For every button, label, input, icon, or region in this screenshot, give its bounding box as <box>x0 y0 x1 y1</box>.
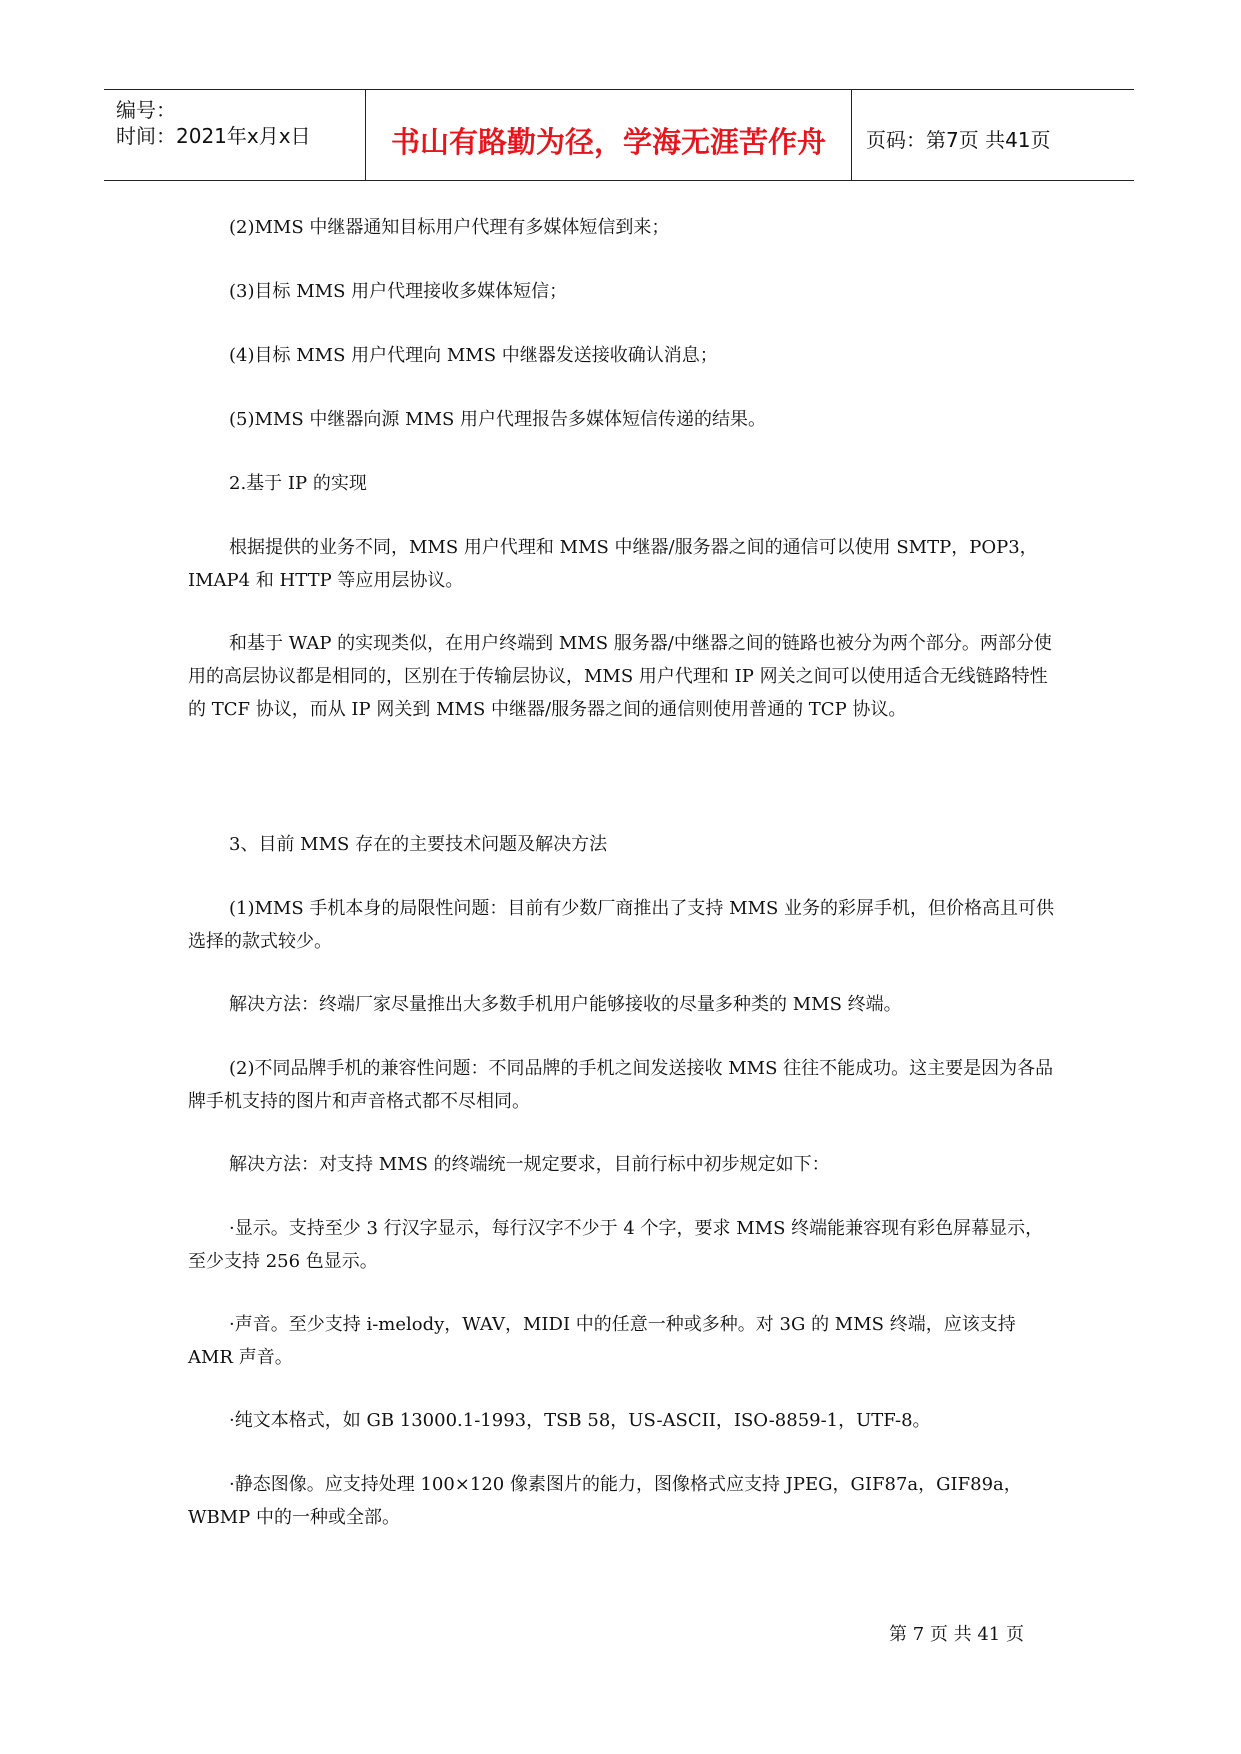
paragraph: (1)MMS 手机本身的局限性问题：目前有少数厂商推出了支持 MMS 业务的彩屏手机，但价格高且可供选择的款式较少。 <box>188 898 1055 952</box>
section-heading: 2.基于 IP 的实现 <box>229 473 367 494</box>
bullet-item: ·纯文本格式，如 GB 13000.1-1993，TSB 58，US-ASCII，ISO-8859-1，UTF-8。 <box>229 1410 931 1431</box>
document-number-label: 编号： <box>116 98 176 122</box>
paragraph: (2)MMS 中继器通知目标用户代理有多媒体短信到来； <box>229 217 670 238</box>
page-footer: 第 7 页 共 41 页 <box>889 1624 1024 1645</box>
header-motto: 书山有路勤为径，学海无涯苦作舟 <box>390 125 826 159</box>
paragraph: (3)目标 MMS 用户代理接收多媒体短信； <box>229 281 568 302</box>
section-heading: 3、目前 MMS 存在的主要技术问题及解决方法 <box>229 834 608 855</box>
header-page-number: 页码：第7页 共41页 <box>866 128 1051 152</box>
paragraph: 根据提供的业务不同，MMS 用户代理和 MMS 中继器/服务器之间的通信可以使用 SMTP，POP3，IMAP4 和 HTTP 等应用层协议。 <box>188 537 1038 591</box>
document-time-label: 时间：2021年x月x日 <box>116 124 311 148</box>
paragraph: 解决方法：终端厂家尽量推出大多数手机用户能够接收的尽量多种类的 MMS 终端。 <box>229 994 902 1015</box>
bullet-item: ·显示。支持至少 3 行汉字显示，每行汉字不少于 4 个字，要求 MMS 终端能兼容现有彩色屏幕显示，至少支持 256 色显示。 <box>188 1218 1044 1272</box>
header-left-cell <box>104 90 366 180</box>
paragraph: (4)目标 MMS 用户代理向 MMS 中继器发送接收确认消息； <box>229 345 718 366</box>
page-header <box>104 89 1134 181</box>
paragraph: (5)MMS 中继器向源 MMS 用户代理报告多媒体短信传递的结果。 <box>229 409 767 430</box>
paragraph: 和基于 WAP 的实现类似，在用户终端到 MMS 服务器/中继器之间的链路也被分为两个部分。两部分使用的高层协议都是相同的，区别在于传输层协议，MMS 用户代理和 IP 网关之间可以使用适合无线链路特性的 TCF 协议，而从 IP 网关到 MMS 中继器/服务器之间的通信则使用普通的 TCP 协议。 <box>188 633 1052 720</box>
header-middle-cell <box>366 90 852 180</box>
bullet-item: ·静态图像。应支持处理 100×120 像素图片的能力，图像格式应支持 JPEG，GIF87a，GIF89a，WBMP 中的一种或全部。 <box>188 1474 1022 1528</box>
paragraph: (2)不同品牌手机的兼容性问题：不同品牌的手机之间发送接收 MMS 往往不能成功。这主要是因为各品牌手机支持的图片和声音格式都不尽相同。 <box>188 1058 1054 1112</box>
header-right-cell <box>852 90 1134 180</box>
paragraph: 解决方法：对支持 MMS 的终端统一规定要求，目前行标中初步规定如下： <box>229 1154 830 1175</box>
bullet-item: ·声音。至少支持 i-melody，WAV，MIDI 中的任意一种或多种。对 3G 的 MMS 终端，应该支持 AMR 声音。 <box>188 1314 1016 1368</box>
